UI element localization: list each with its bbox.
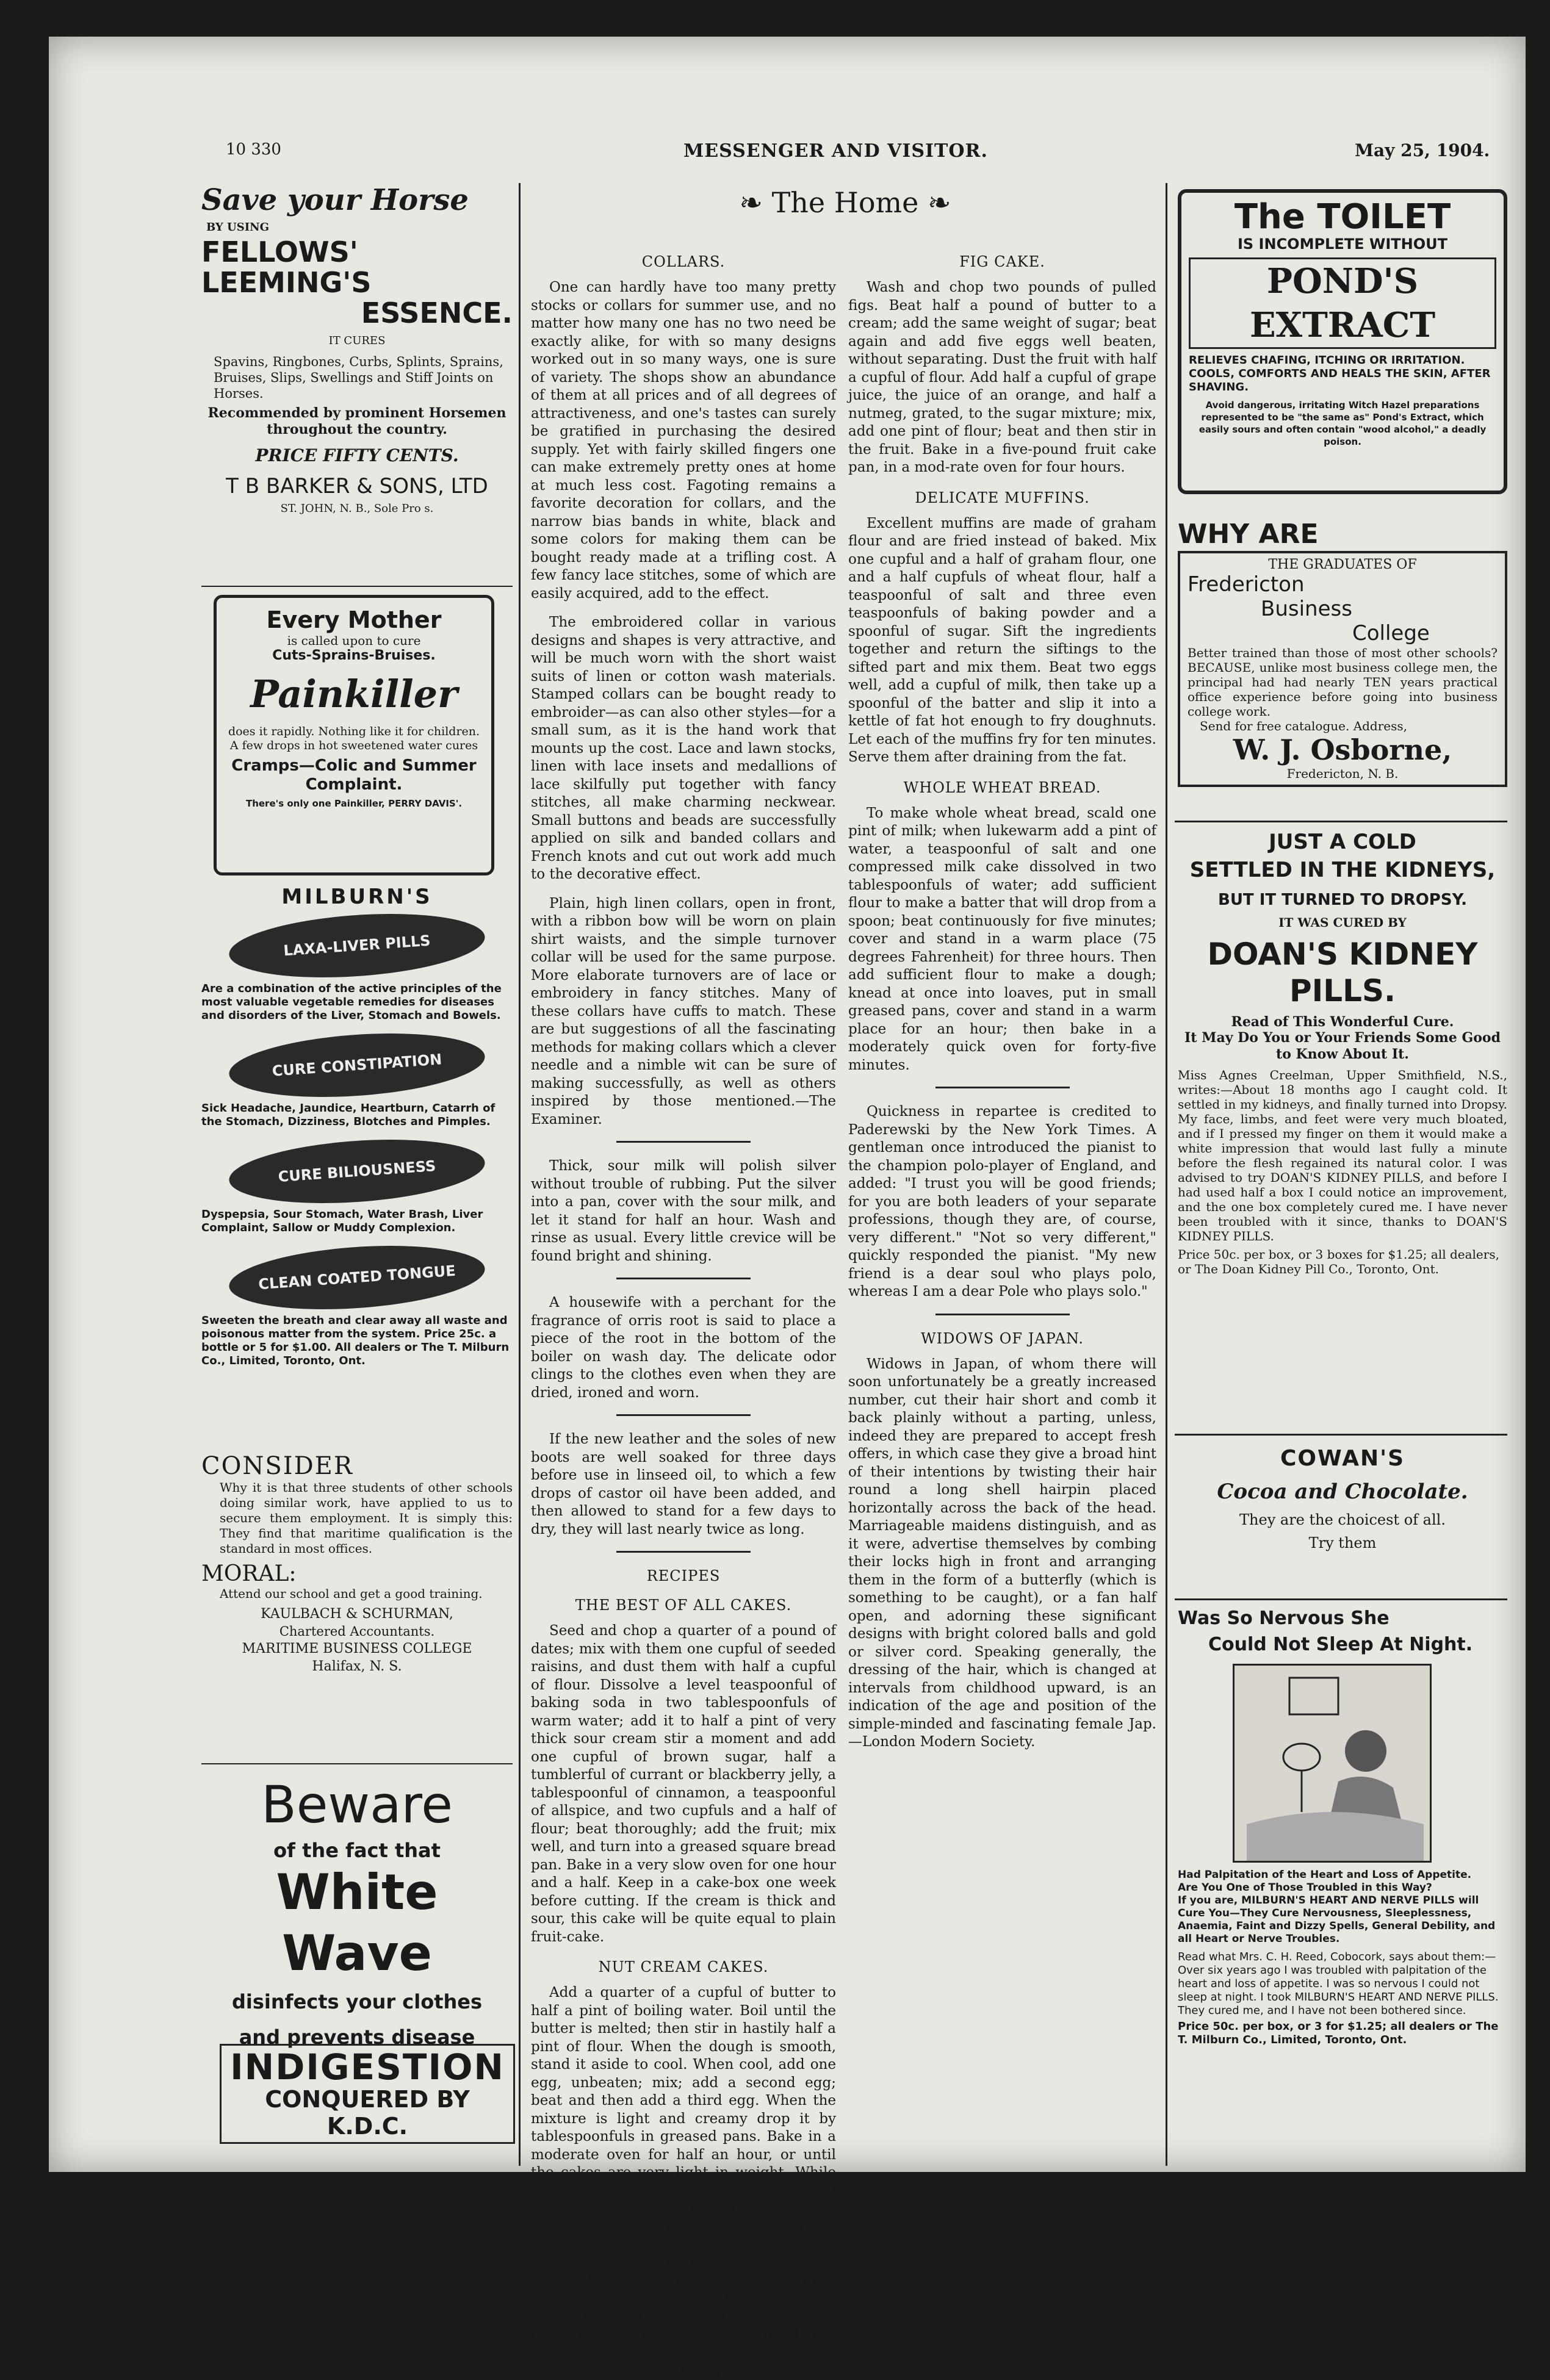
consider-heading: CONSIDER <box>201 1452 353 1480</box>
paper-title: MESSENGER AND VISITOR. <box>683 140 988 162</box>
milburn-title: MILBURN'S <box>281 885 433 909</box>
article-title: FIG CAKE. <box>959 253 1045 270</box>
leaf-badge: CURE BILIOUSNESS <box>227 1132 487 1210</box>
consider-city: Halifax, N. S. <box>312 1659 402 1674</box>
painkiller-line: Cramps—Colic and Summer Complaint. <box>231 757 477 794</box>
article-title: NUT CREAM CAKES. <box>598 1958 769 1976</box>
horse-headline: Save your Horse <box>201 183 469 217</box>
kdc-line: CONQUERED BY K.D.C. <box>265 2086 470 2140</box>
leaf-badge: CLEAN COATED TONGUE <box>227 1238 487 1317</box>
doans-ad <box>1178 830 1507 1276</box>
college-why: WHY ARE <box>1178 519 1319 550</box>
moral-heading: MORAL: <box>201 1561 297 1586</box>
horse-by: BY USING <box>206 221 269 234</box>
horse-brand: ESSENCE. <box>361 297 513 329</box>
white-wave-line: Beware <box>261 1775 453 1835</box>
recipes-heading: RECIPES <box>646 1567 721 1584</box>
separator <box>616 1278 751 1279</box>
doans-line: Read of This Wonderful Cure. <box>1231 1014 1454 1030</box>
horse-brand: FELLOWS' <box>201 235 358 268</box>
ponds-ad <box>1178 189 1507 494</box>
ponds-line: Avoid dangerous, irritating Witch Hazel preparations represented to be "the same as" Pond's Extract, which easily sours and often contain "wood alcohol," a deadly poison. <box>1199 400 1487 447</box>
article-paragraph: Wash and chop two pounds of pulled figs. Beat half a pound of butter to a cream; add the same weight of sugar; beat again and add five eggs well beaten, without separating. Dust the fruit with half a cupful of flour. Add half a cupful of grape juice, the juice of an orange, and half a nutmeg, grated, to the sugar mixture; mix, add one pint of flour; beat and then stir in the fruit. Bake in a five-pound fruit cake pan, in a mod-rate oven for four hours. <box>848 279 1156 475</box>
cowans-line: Cocoa and Chocolate. <box>1217 1479 1468 1504</box>
doans-body: Miss Agnes Creelman, Upper Smithfield, N.S., writes:—About 18 months ago I caught cold. It settled in my kidneys, and finally turned into Dropsy. My face, limbs, and feet were very much bloated, and if I pressed my finger on them it would make a white impression that would last fully a minute before the flesh regained its natural color. I was advised to try DOAN'S KIDNEY PILLS, and before I had used half a box I could notice an improvement, and the one box completely cured me. I have never been troubled with it since, thanks to DOAN'S KIDNEY PILLS. <box>1178 1068 1507 1243</box>
newspaper-page <box>49 37 1526 2379</box>
horse-maker: T B BARKER & SONS, LTD <box>226 474 488 498</box>
ornament-icon: ❧ <box>739 186 772 219</box>
article-paragraph: Plain, high linen collars, open in front, with a ribbon bow will be worn on plain shirt waists, and the simple turnover collar will be used for the same purpose. More elaborate turnovers are of lace or embroidery in fancy stitches. Many of these collars have cuffs to match. These are but suggestions of all the fascinating methods for making collars which a clever needle and a nimble wit can be sure of making successfully, as well as others inspired by those mentioned.—The Examiner. <box>531 895 836 1127</box>
doans-price: Price 50c. per box, or 3 boxes for $1.25; all dealers, or The Doan Kidney Pill Co., Toronto, Ont. <box>1178 1247 1499 1276</box>
white-wave-ad <box>201 1775 513 2049</box>
article-column-2 <box>848 241 1156 2166</box>
white-wave-line: of the fact that <box>273 1839 441 1862</box>
white-wave-line: White Wave <box>276 1864 438 1982</box>
article-title: THE BEST OF ALL CAKES. <box>575 1597 792 1614</box>
cowans-brand: COWAN'S <box>1280 1446 1405 1471</box>
article-title: WHOLE WHEAT BREAD. <box>903 778 1101 796</box>
college-catalogue: Send for free catalogue. Address, <box>1200 719 1408 733</box>
article-paragraph: Excellent muffins are made of graham flour and are fried instead of baked. Mix one cupful and a half of graham flour, one and a half cupfuls of wheat flour, half a teaspoonful of salt and three even teaspoonfuls of baking powder and a spoonful of sugar. Sift the ingredients together and return the siftings to the sifted part and mix them. Beat two eggs well, add a cupful of milk, then take up a spoonful of the batter and slip it into a kettle of fat hot enough to fry doughnuts. Let each of the muffins fry for ten minutes. Serve them after draining from the fat. <box>848 515 1156 765</box>
painkiller-line: There's only one Painkiller, PERRY DAVIS'. <box>245 798 463 809</box>
doans-line: JUST A COLD <box>1269 830 1416 854</box>
cowans-line: They are the choicest of all. <box>1239 1511 1446 1528</box>
doans-line: SETTLED IN THE KIDNEYS, <box>1189 858 1496 882</box>
ad-divider <box>1175 1434 1507 1436</box>
business-college-ad <box>1178 519 1507 787</box>
doans-brand: PILLS. <box>1289 973 1396 1008</box>
column-rule <box>519 183 521 2166</box>
ponds-brand: POND'S EXTRACT <box>1189 257 1496 349</box>
heart-line: Are You One of Those Troubled in this Way? <box>1178 1882 1432 1894</box>
kdc-ad <box>220 2044 515 2144</box>
kdc-line: INDIGESTION <box>230 2046 505 2088</box>
heart-nerve-ad <box>1178 1608 1507 2047</box>
article-paragraph: Seed and chop a quarter of a pound of dates; mix with them one cupful of seeded raisins, and dust them with half a cupful of flour. Dissolve a level teaspoonful of baking soda in two tablespoonfuls of warm water; add it to half a pint of very thick sour cream stir a moment and add one cupful of brown sugar, half a tumblerful of currant or blackberry jelly, a tablespoonful of cinnamon, a teaspoonful of allspice, and two cupfuls and a half of flour; beat thoroughly; add the fruit; mix well, and turn into a greased square bread pan. Bake in a very slow oven for one hour and a half. Keep in a cake-box one week before cutting. If the cream is thick and sour, this cake will be quite equal to plain fruit-cake. <box>531 1623 836 1945</box>
white-wave-line: disinfects your clothes <box>231 1990 483 2013</box>
cowans-line: Try them <box>1308 1534 1377 1551</box>
college-name: Business <box>1261 597 1352 621</box>
college-body: Better trained than those of most other schools? BECAUSE, unlike most business college men, the principal had had nearly TEN years practical office experience before going into business college work. <box>1188 645 1498 719</box>
consider-firm: KAULBACH & SCHURMAN, <box>261 1606 453 1622</box>
ponds-line: RELIEVES CHAFING, ITCHING OR IRRITATION. COOLS, COMFORTS AND HEALS THE SKIN, AFTER SHAVING. <box>1189 354 1491 394</box>
horse-brand: LEEMING'S <box>201 266 372 299</box>
horse-cures: IT CURES <box>328 334 386 347</box>
heart-line: If you are, MILBURN'S HEART AND NERVE PILLS will Cure You—They Cure Nervousness, Sleeplessness, Anaemia, Faint and Dizzy Spells, General Debility, and all Heart or Nerve Troubles. <box>1178 1894 1496 1945</box>
heart-line: Had Palpitation of the Heart and Loss of Appetite. <box>1178 1869 1472 1881</box>
college-line: THE GRADUATES OF <box>1268 557 1417 572</box>
milburn-ad <box>201 885 513 1368</box>
heart-line: Was So Nervous She <box>1178 1608 1390 1629</box>
ponds-line: The TOILET <box>1234 197 1451 237</box>
section-heading: ❧ The Home ❧ <box>739 186 951 219</box>
painkiller-ad <box>214 595 494 875</box>
doans-line: IT WAS CURED BY <box>1278 915 1407 930</box>
article-paragraph: Quickness in repartee is credited to Paderewski by the New York Times. A gentleman once introduced the pianist to the champion polo-player of England, and added: "I trust you will be good friends; for you are both leaders of your separate professions, though they are, of course, very different." "Not so very different," quickly responded the pianist. "My new friend is a dear soul who plays polo, whereas I am a dear Pole who plays solo." <box>848 1104 1156 1300</box>
article-paragraph: The embroidered collar in various designs and shapes is very attractive, and will be much worn with the short waist suits of linen or cotton wash materials. Stamped collars can be bought ready to embroider—as can also other styles—for a small sum, as it is the hand work that mounts up the cost. Lace and lawn stocks, linen with lace insets and medallions of lace skilfully put together with fancy stitches, all make charming neckwear. Small buttons and beads are successfully applied on silk and banded collars and French knots and cut out work add much to the decorative effect. <box>531 614 836 882</box>
horse-ad <box>201 183 513 516</box>
consider-role: Chartered Accountants. <box>279 1624 435 1639</box>
horse-rec: Recommended by prominent Horsemen throughout the country. <box>207 405 506 437</box>
college-city: Fredericton, N. B. <box>1286 766 1399 781</box>
milburn-text: Sweeten the breath and clear away all waste and poisonous matter from the system. Price 25c. a bottle or 5 for $1.00. All dealers or The T. Milburn Co., Limited, Toronto, Ont. <box>201 1314 510 1367</box>
ad-divider <box>1175 1598 1507 1600</box>
horse-address: ST. JOHN, N. B., Sole Pro s. <box>280 502 434 515</box>
ad-divider <box>1175 821 1507 822</box>
separator <box>616 1141 751 1143</box>
ad-divider <box>201 1763 513 1764</box>
doans-line: It May Do You or Your Friends Some Good to Know About It. <box>1184 1030 1501 1062</box>
white-wave-line: and prevents disease <box>239 2026 475 2049</box>
painkiller-brand: Painkiller <box>250 672 458 716</box>
article-paragraph: A housewife with a perchant for the fragrance of orris root is said to place a piece of the root in the bottom of the boiler on wash day. The delicate odor clings to the clothes even when they are dried, ironed and worn. <box>531 1295 836 1401</box>
issue-date: May 25, 1904. <box>1355 140 1490 160</box>
painkiller-line: does it rapidly. Nothing like it for children. A few drops in hot sweetened water cures <box>228 725 480 752</box>
college-name: Fredericton <box>1188 572 1305 597</box>
heart-line: Could Not Sleep At Night. <box>1208 1634 1473 1655</box>
doans-brand: DOAN'S KIDNEY <box>1207 937 1478 972</box>
separator <box>616 1551 751 1553</box>
consider-school: MARITIME BUSINESS COLLEGE <box>242 1641 472 1656</box>
column-rule <box>1166 183 1167 2166</box>
ponds-line: IS INCOMPLETE WITHOUT <box>1237 235 1447 253</box>
article-paragraph: One can hardly have too many pretty stocks or collars for summer use, and no matter how many one has no two need be exactly alike, for with so many designs worked out in so many ways, one is sure of variety. The shops show an abundance of them at all prices and of all degrees of attractiveness, and one's tastes can surely be gratified in purchasing the desired supply. Yet with fairly skilled fingers one can make extremely pretty ones at home at much less cost. Fagoting remains a favorite decoration for collars, and the narrow bias bands in white, black and some colors for making them can be bought ready made at a trifling cost. A few fancy lace stitches, some of which are easily acquired, add to the effect. <box>531 279 836 602</box>
article-title: COLLARS. <box>641 253 726 270</box>
horse-price: PRICE FIFTY CENTS. <box>255 445 459 466</box>
heart-body: Read what Mrs. C. H. Reed, Cobocork, says about them:—Over six years ago I was troubled with palpitation of the heart and loss of appetite. I was so nervous I could not sleep at night. I took MILBURN'S HEART AND NERVE PILLS. They cured me, and I have not been bothered since. <box>1178 1950 1499 2017</box>
woman-in-bed-icon <box>1235 1666 1430 1861</box>
milburn-text: Dyspepsia, Sour Stomach, Water Brash, Liver Complaint, Sallow or Muddy Complexion. <box>201 1208 483 1234</box>
article-paragraph: Widows in Japan, of whom there will soon unfortunately be a greatly increased number, cut their hair short and comb it back plainly without a parting, unless, indeed they are prepared to accept fresh offers, in which case they give a broad hint of their intentions by twisting their hair round a long shell hairpin placed horizontally across the back of the head. Marriageable maidens distinguish, and as it were, advertise themselves by combing their locks high in front and arranging them in the form of a butterfly (which is something to be caught), or a fan half open, and adorning these significant designs with bright colored balls and gold or silver cord. Speaking generally, the dressing of the hair, which is changed at intervals from childhood upward, is an indication of the age and position of the simple-minded and fascinating female Jap.—London Modern Society. <box>848 1356 1156 1750</box>
college-principal: W. J. Osborne, <box>1233 733 1452 766</box>
separator <box>935 1087 1070 1088</box>
separator <box>935 1314 1070 1315</box>
ad-divider <box>201 586 513 587</box>
milburn-text: Are a combination of the active principles of the most valuable vegetable remedies for diseases and disorders of the Liver, Stomach and Bowels. <box>201 982 502 1022</box>
moral-text: Attend our school and get a good training. <box>220 1586 483 1601</box>
article-title: DELICATE MUFFINS. <box>915 489 1090 506</box>
woman-illustration <box>1233 1664 1432 1863</box>
painkiller-line: Cuts-Sprains-Bruises. <box>272 648 436 663</box>
article-paragraph: Add a quarter of a cupful of butter to half a pint of boiling water. Boil until the butter is melted; then stir in hastily half a pint of flour. When the dough is smooth, stand it aside to cool. When cool, add one egg, unbeaten; mix; add a second egg; beat and then add a third egg. When the mixture is light and creamy drop it by tablespoonfuls in greased pans. Bake in a moderate oven for half an hour, or until the cakes are very light in weight. While they are baking beat a quarter of a cupful of butter and half a cupful of powdered sugar until very light; add the yolk of one egg; beat, and stir in half a cupful of mixed chopped nuts. When the cakes are cool make an incision at one side and put in a teaspoonful of the nut mixture. Dust the cake with powdered sugar. These must be used the day they are filled. The cakes may be kept a day or two, but must be rewarmed before filling. <box>531 1985 836 2379</box>
painkiller-line: is called upon to cure <box>287 633 421 648</box>
ornament-icon: ❧ <box>918 186 951 219</box>
article-title: WIDOWS OF JAPAN. <box>920 1329 1084 1347</box>
heart-price: Price 50c. per box, or 3 for $1.25; all dealers or The T. Milburn Co., Limited, Toronto, Ont. <box>1178 2020 1499 2046</box>
article-paragraph: If the new leather and the soles of new boots are well soaked for three days before use in linseed oil, to which a few drops of castor oil have been added, and then allowed to stand for a few days to dry, they will last nearly twice as long. <box>531 1431 836 1537</box>
college-name: College <box>1352 621 1430 645</box>
article-paragraph: Thick, sour milk will polish silver without trouble of rubbing. Put the silver into a pan, cover with the sour milk, and let it stand for half an hour. Wash and rinse as usual. Every little crevice will be found bright and shining. <box>531 1158 836 1264</box>
separator <box>616 1414 751 1416</box>
article-paragraph: To make whole wheat bread, scald one pint of milk; when lukewarm add a pint of water, a teaspoonful of salt and one compressed milk cake dissolved in two tablespoonfuls of water; add sufficient flour to make a batter that will drop from a spoon; beat continuously for five minutes; cover and stand in a warm place (75 degrees Fahrenheit) for three hours. Then add sufficient flour to make a dough; knead at once into loaves, put in small greased pans, cover and stand in a warm place for an hour; then bake in a moderately quick oven for forty-five minutes. <box>848 805 1156 1073</box>
consider-text: Why it is that three students of other schools doing similar work, have applied to us to secure them employment. It is simply this: They find that maritime qualification is the standard in most offices. <box>220 1480 513 1556</box>
milburn-text: Sick Headache, Jaundice, Heartburn, Catarrh of the Stomach, Dizziness, Blotches and Pimples. <box>201 1102 496 1128</box>
painkiller-line: Every Mother <box>266 606 442 633</box>
leaf-badge: CURE CONSTIPATION <box>227 1026 487 1104</box>
cowans-ad <box>1178 1446 1507 1551</box>
doans-line: BUT IT TURNED TO DROPSY. <box>1218 891 1467 909</box>
article-column-1 <box>531 241 836 2379</box>
page-number: 10 330 <box>226 140 281 159</box>
leaf-badge: LAXA-LIVER PILLS <box>227 906 487 985</box>
horse-list: Spavins, Ringbones, Curbs, Splints, Sprains, Bruises, Slips, Swellings and Stiff Joints on Horses. <box>214 354 503 401</box>
consider-ad <box>201 1452 513 1674</box>
